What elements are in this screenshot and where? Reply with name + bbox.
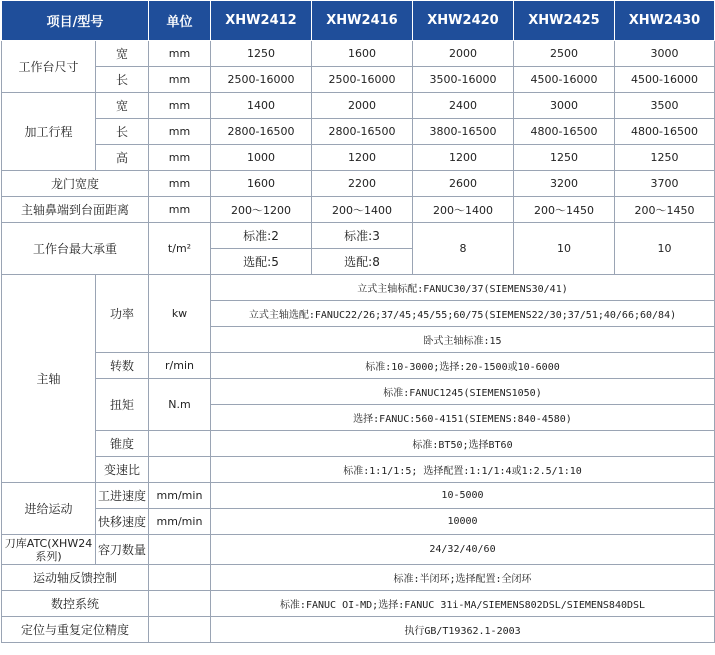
value-cell: 2400 [413, 93, 514, 119]
value-cell: 选择:FANUC:560-4151(SIEMENS:840-4580) [211, 405, 715, 431]
table-row [2, 145, 715, 171]
value-cell: 3200 [514, 171, 615, 197]
sub-label: 宽 [96, 93, 149, 119]
sub-label: 容刀数量 [96, 535, 149, 565]
header-model: XHW2412 [211, 1, 312, 41]
unit-cell: mm [149, 93, 211, 119]
value-cell: 3500-16000 [413, 67, 514, 93]
value-cell: 2800-16500 [211, 119, 312, 145]
unit-cell: kw [149, 275, 211, 353]
value-cell: 1250 [615, 145, 715, 171]
sub-label: 宽 [96, 41, 149, 67]
header-item: 项目/型号 [2, 1, 149, 41]
row-label: 运动轴反馈控制 [2, 565, 149, 591]
table-row [2, 93, 715, 119]
header-unit: 单位 [149, 1, 211, 41]
table-row [2, 41, 715, 67]
table-row [2, 379, 715, 405]
value-cell: 2000 [413, 41, 514, 67]
row-label: 加工行程 [2, 93, 96, 171]
table-row [2, 171, 715, 197]
value-cell: 4500-16000 [514, 67, 615, 93]
value-cell: 10-5000 [211, 483, 715, 509]
sub-label: 长 [96, 67, 149, 93]
value-cell: 24/32/40/60 [211, 535, 715, 565]
table-row [2, 275, 715, 301]
unit-cell: r/min [149, 353, 211, 379]
table-row [2, 223, 715, 249]
table-row [2, 591, 715, 617]
sub-label: 功率 [96, 275, 149, 353]
table-row [2, 353, 715, 379]
value-cell: 标准:BT50;选择BT60 [211, 431, 715, 457]
table-row [2, 617, 715, 643]
value-cell: 4800-16500 [514, 119, 615, 145]
row-label: 工作台最大承重 [2, 223, 149, 275]
value-cell: 200～1450 [615, 197, 715, 223]
value-cell: 200～1200 [211, 197, 312, 223]
value-cell: 标准:3 [312, 223, 413, 249]
row-label: 主轴鼻端到台面距离 [2, 197, 149, 223]
value-cell: 执行GB/T19362.1-2003 [211, 617, 715, 643]
row-label: 刀库ATC(XHW24系列) [2, 535, 96, 565]
unit-cell [149, 457, 211, 483]
unit-cell: mm/min [149, 509, 211, 535]
table-row [2, 565, 715, 591]
value-cell: 1250 [514, 145, 615, 171]
value-cell: 立式主轴选配:FANUC22/26;37/45;45/55;60/75(SIEMENS22/30;37/51;40/66;60/84) [211, 301, 715, 327]
value-cell: 8 [413, 223, 514, 275]
sub-label: 快移速度 [96, 509, 149, 535]
sub-label: 转数 [96, 353, 149, 379]
value-cell: 标准:FANUC OI-MD;选择:FANUC 31i-MA/SIEMENS802DSL/SIEMENS840DSL [211, 591, 715, 617]
value-cell: 标准:10-3000;选择:20-1500或10-6000 [211, 353, 715, 379]
header-model: XHW2425 [514, 1, 615, 41]
value-cell: 3700 [615, 171, 715, 197]
spec-table [1, 0, 715, 643]
table-row [2, 197, 715, 223]
value-cell: 10000 [211, 509, 715, 535]
unit-cell: mm [149, 145, 211, 171]
header-model: XHW2420 [413, 1, 514, 41]
unit-cell: mm [149, 41, 211, 67]
unit-cell: mm [149, 171, 211, 197]
row-label: 数控系统 [2, 591, 149, 617]
value-cell: 10 [615, 223, 715, 275]
value-cell: 3000 [514, 93, 615, 119]
value-cell: 2200 [312, 171, 413, 197]
row-label: 定位与重复定位精度 [2, 617, 149, 643]
header-model: XHW2416 [312, 1, 413, 41]
value-cell: 立式主轴标配:FANUC30/37(SIEMENS30/41) [211, 275, 715, 301]
sub-label: 高 [96, 145, 149, 171]
value-cell: 选配:5 [211, 249, 312, 275]
value-cell: 3800-16500 [413, 119, 514, 145]
sub-label: 工进速度 [96, 483, 149, 509]
value-cell: 1200 [312, 145, 413, 171]
row-label: 主轴 [2, 275, 96, 483]
value-cell: 标准:FANUC1245(SIEMENS1050) [211, 379, 715, 405]
value-cell: 3500 [615, 93, 715, 119]
table-row [2, 535, 715, 565]
value-cell: 2500-16000 [211, 67, 312, 93]
sub-label: 变速比 [96, 457, 149, 483]
value-cell: 4800-16500 [615, 119, 715, 145]
table-row [2, 483, 715, 509]
value-cell: 卧式主轴标准:15 [211, 327, 715, 353]
unit-cell: mm [149, 67, 211, 93]
value-cell: 200～1450 [514, 197, 615, 223]
table-row [2, 431, 715, 457]
value-cell: 1250 [211, 41, 312, 67]
row-label: 进给运动 [2, 483, 96, 535]
unit-cell: t/m² [149, 223, 211, 275]
value-cell: 1000 [211, 145, 312, 171]
unit-cell: mm [149, 119, 211, 145]
value-cell: 2500 [514, 41, 615, 67]
unit-cell [149, 565, 211, 591]
value-cell: 4500-16000 [615, 67, 715, 93]
value-cell: 200～1400 [312, 197, 413, 223]
row-label: 工作台尺寸 [2, 41, 96, 93]
value-cell: 1200 [413, 145, 514, 171]
value-cell: 1600 [211, 171, 312, 197]
table-row [2, 457, 715, 483]
value-cell: 选配:8 [312, 249, 413, 275]
value-cell: 1400 [211, 93, 312, 119]
sub-label: 扭矩 [96, 379, 149, 431]
unit-cell: mm [149, 197, 211, 223]
value-cell: 2000 [312, 93, 413, 119]
value-cell: 标准:半闭环;选择配置:全闭环 [211, 565, 715, 591]
value-cell: 1600 [312, 41, 413, 67]
value-cell: 标准:1:1/1:5; 选择配置:1:1/1:4或1:2.5/1:10 [211, 457, 715, 483]
sub-label: 长 [96, 119, 149, 145]
value-cell: 10 [514, 223, 615, 275]
header-row [2, 1, 715, 41]
value-cell: 标准:2 [211, 223, 312, 249]
unit-cell [149, 431, 211, 457]
unit-cell [149, 535, 211, 565]
table-row [2, 67, 715, 93]
value-cell: 2600 [413, 171, 514, 197]
row-label: 龙门宽度 [2, 171, 149, 197]
unit-cell [149, 617, 211, 643]
unit-cell: N.m [149, 379, 211, 431]
value-cell: 200～1400 [413, 197, 514, 223]
table-row [2, 119, 715, 145]
table-row [2, 509, 715, 535]
unit-cell [149, 591, 211, 617]
value-cell: 2800-16500 [312, 119, 413, 145]
header-model: XHW2430 [615, 1, 715, 41]
value-cell: 3000 [615, 41, 715, 67]
value-cell: 2500-16000 [312, 67, 413, 93]
sub-label: 锥度 [96, 431, 149, 457]
unit-cell: mm/min [149, 483, 211, 509]
